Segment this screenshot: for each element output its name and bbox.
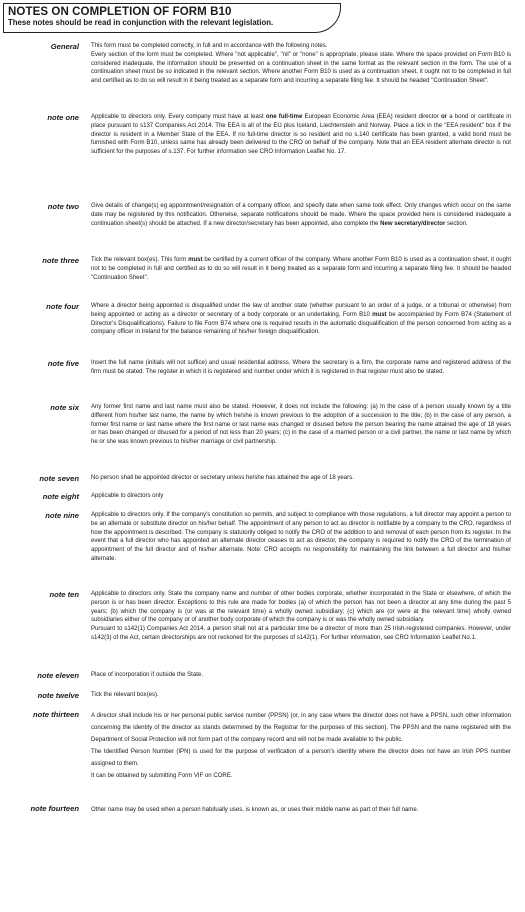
note-text-run: Give details of change(s) eg appointment/resignation of a company officer, and specify date when same took effect. Only changes which occur on the same date may be registered by this notification. Otherwise, separate notifications should be made. Where the space provided here is considered inadequate a continuation sheet(s) should be attached. If a new director/secretary has been appointed, also complete the [91,203,511,227]
note-text [91,202,511,256]
notes-list [0,42,525,834]
note-label: note one [47,113,79,122]
note-text [91,113,511,202]
note-text-bold: New secretary/director [380,220,446,227]
note-text-run: be accompanied by Form B74 (Statement of Director's Disqualifications). Failure to file Form B74 where one is required results in the automatic disqualification of the person concerned from acting as a company officer in Ireland for the balance remaining of his/her foreign disqualification. [91,311,511,336]
note-nine [0,511,525,590]
note-text-run: a bond or certificate in place pursuant to s137 Companies Act 2014. The EEA is all of the EU plus Iceland, Liechtenstein and Norway. Place a tick in the "EEA resident" box if the director is resident in a Member State of the EEA. If no full-time director is so resident and no s.140 certificate has been granted, a valid bond must be furnished with Form B10, unless same has already been delivered to the CRO on behalf of the company. Note that an EEA resident alternate director is not sufficient for the purposes of s.137. For further information see CRO Information Leaflet No. 17. [91,114,511,156]
note-five [0,359,525,403]
note-paragraph: The Identified Person Number (IPN) is used for the purpose of verification of a person's identity where the director does not have an Irish PPS number assigned to them. [91,749,511,767]
note-text-run: Applicable to directors only. Every company must have at least [91,114,266,120]
note-four [0,302,525,359]
note-text-run: be certified by a current officer of the company. Where another Form B10 is used as a continuation sheet, it ought not to be completed in full and certified as to do so will result in it being treated as a separate form and incurring a separate filing fee. It should be headed "Continuation Sheet". [91,257,512,281]
note-text: Place of incorporation if outside the State. [91,672,203,678]
note-text-run: Where a director being appointed is disqualified under the law of another state (whether pursuant to an order of a judge, or a tribunal or otherwise) from being appointed or acting as a director or secretary of a body corporate or an undertaking, Form B10 [91,303,511,318]
form-header [3,3,341,33]
note-label: note two [47,202,79,211]
note-text [91,590,511,671]
note-text [91,256,511,302]
note-paragraph: A director shall include his or her personal public service number (PPSN) (or, in any case where the director does not have a PPSN, such other information concerning the identity of the director as stands determined by the Registrar for the purposes of this section). The PPSN and the name registered with the Department of Social Protection will not form part of the company record and will not be made available to the public. [91,713,511,743]
note-twelve [0,691,525,710]
note-general [0,42,525,113]
page-title: NOTES ON COMPLETION OF FORM B10 [8,6,232,18]
note-text-bold: or [440,114,448,120]
note-paragraph: Pursuant to s142(1) Companies Act 2014, a person shall not at a particular time be a director of more than 25 Irish-registered companies. However, under s142(3) of the Act, certain directorships are not reckoned for the purposes of s142(1). For further information, see CRO Information Leaflet No.1. [91,626,511,641]
note-eight [0,492,525,511]
note-text: Tick the relevant box(es). [91,692,159,698]
note-label: note four [46,302,79,311]
page-subtitle: These notes should be read in conjunction with the relevant legislation. [8,18,274,27]
note-text [91,42,511,113]
note-text [91,804,511,834]
note-ten [0,590,525,671]
note-one [0,113,525,202]
note-paragraph: Applicable to directors only. State the company name and number of other bodies corporate, whether incorporated in the State or elsewhere, of which the person is or has been director. Exceptions to this rule are made for bodies (a) of which the person has not been a director at any time during the past 5 years; (b) which the company is (or was at the relevant time) a wholly owned subsidiary; (c) which are (or were at the relevant time) wholly owned subsidiaries either of the company or of another body corporate of which the company is or was the wholly owned subsidiary. [91,591,511,624]
note-label: note eleven [37,671,79,680]
note-text: No person shall be appointed director or secretary unless he/she has attained the age of 18 years. [91,475,354,481]
note-label: note five [47,359,79,368]
note-label: General [50,42,79,51]
note-label: note seven [39,474,79,483]
note-six [0,403,525,474]
note-label: note fourteen [30,804,79,813]
note-seven [0,474,525,492]
note-label: note nine [45,511,79,520]
note-text: Any former first name and last name must also be stated. However, it does not include the following: (a) In the case of a person usually known by a title different from his/her last name, the name by which he/she is known previous to the adoption of a succession to the title; (b) in the case of any person, a former first name or last name where the first name or last name was changed or disused before the person bearing the name attained the age of 18 years or has been changed or disused for a period of not less than 20 years; (c) in the case of a married person or a civil partner, the name or last name by which he or she was known previous to his/her marriage or civil partnership. [91,404,511,446]
note-text-bold: must [188,257,203,263]
note-text-bold: must [372,311,387,318]
note-text: Applicable to directors only [91,493,164,499]
note-label: note six [50,403,79,412]
note-label: note thirteen [33,710,79,719]
note-paragraph: It can be obtained by submitting Form VIF on CORE. [91,773,233,779]
note-eleven [0,671,525,691]
note-text [91,710,511,804]
note-text-run: Tick the relevant box(es). This form [91,257,189,263]
note-text: Applicable to directors only. If the company's constitution so permits, and subject to compliance with those regulations, a full director may appoint a person to be an alternate or substitute director on his/her behalf. The appointment of any person to act as director is notifiable by a company to the CRO, regardless of how the appointment is described. The company is statutorily obliged to notify the CRO of the addition to and removal of each person from its register. In the event that a full director who has appointed an alternate director ceases to act as director, the company is required to notify the CRO of the termination of appointment of the full director and of his/her alternate. Note: CRO accepts no responsibility for maintaining the link between a full director and his/her alternate. [91,512,511,562]
note-two [0,202,525,256]
note-text-run: European Economic Area (EEA) resident director [302,114,441,120]
note-text [91,302,511,359]
note-fourteen [0,804,525,834]
note-label: note twelve [37,691,79,700]
note-paragraph: Every section of the form must be completed. Where "not applicable", "nil" or "none" is appropriate, please state. Where the space provided on Form B10 is considered inadequate, the information should be presented on a continuation sheet in the same format as the relevant section in the form. The use of a continuation sheet must be so indicated in the relevant section. Where another Form B10 is used as a continuation sheet, it ought not to be completed in full and certified as to do so will result in it being treated as a separate form and incurring a separate filing fee. It should be headed "Continuation Sheet". [91,51,511,85]
note-text-bold: one full-time [265,114,303,120]
note-paragraph: Other name may be used when a person habitually uses, is known as, or uses their middle name as part of their full name. [91,807,419,813]
note-label: note three [42,256,79,265]
note-label: note eight [42,492,79,501]
note-paragraph: This form must be completed correctly, in full and in accordance with the following notes. [91,43,328,49]
note-three [0,256,525,302]
note-text: Insert the full name (initials will not suffice) and usual residential address. Where the secretary is a firm, the corporate name and registered address of the firm must be stated. The register in which it is registered and number under which it is registered in that register must also be stated. [91,360,511,375]
note-thirteen [0,710,525,804]
note-text-run: section. [445,220,468,227]
note-label: note ten [49,590,79,599]
